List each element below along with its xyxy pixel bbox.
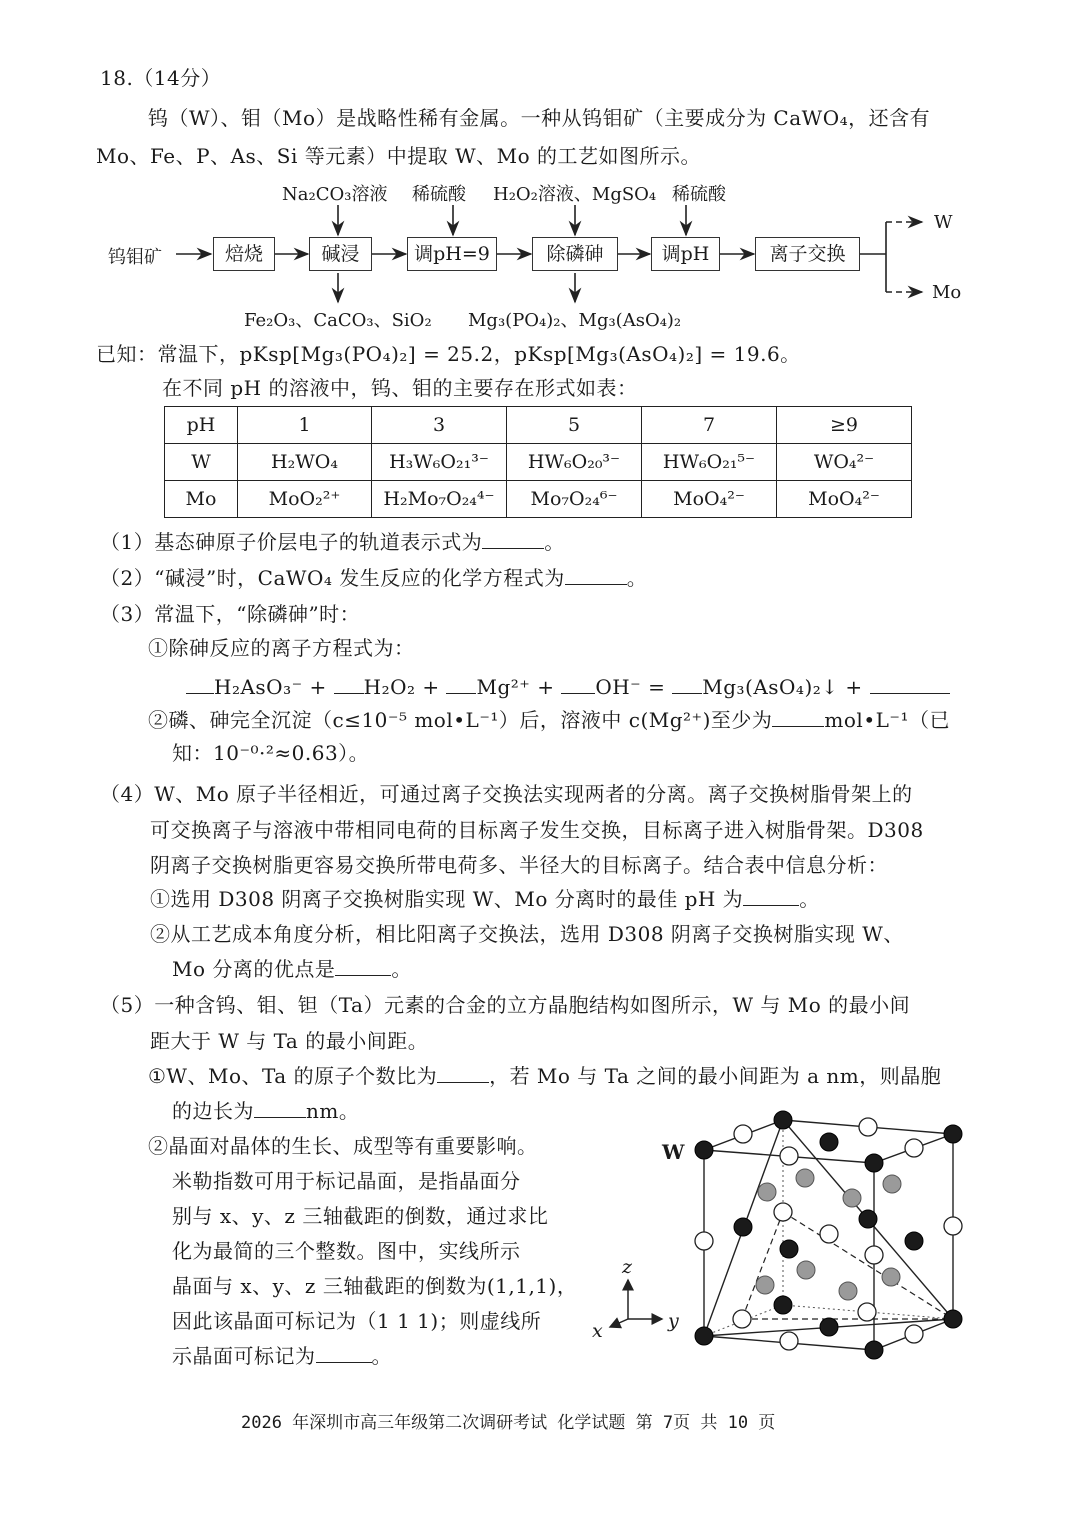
- answer-blank-edge-length[interactable]: [254, 1099, 306, 1118]
- part-4-sub-1-text: ①选用 D308 阴离子交换树脂实现 W、Mo 分离时的最佳 pH 为: [150, 887, 744, 911]
- answer-blank-advantage[interactable]: [335, 957, 391, 976]
- table-header-cell: 7: [642, 407, 777, 444]
- flow-step-adjust-ph: 调pH: [651, 237, 720, 271]
- table-cell: MoO₂²⁺: [238, 481, 372, 518]
- part-5-line-2: 距大于 W 与 Ta 的最小间距。: [150, 1029, 429, 1053]
- part-2-end: 。: [626, 566, 648, 590]
- part-2-text: “碱浸”时，CaWO₄ 发生反应的化学方程式为: [154, 566, 565, 590]
- flow-input-dilute-h2so4-2: 稀硫酸: [672, 184, 726, 205]
- part-5-sub-2-text: 示晶面可标记为: [172, 1344, 316, 1368]
- table-cell: Mo₇O₂₄⁶⁻: [507, 481, 642, 518]
- part-5-sub-2-line-5: 晶面与 x、y、z 三轴截距的倒数为(1,1,1)，: [172, 1274, 578, 1298]
- table-cell: H₂Mo₇O₂₄⁴⁻: [372, 481, 507, 518]
- part-4-line-3: 阴离子交换树脂更容易交换所带电荷多、半径大的目标离子。结合表中信息分析：: [150, 853, 888, 877]
- part-2-number: （2）: [100, 566, 155, 590]
- coef-blank-oh[interactable]: [561, 675, 595, 694]
- part-5-sub-1-text-b: ，若 Mo 与 Ta 之间的最小间距为 a nm，则晶胞: [489, 1064, 942, 1088]
- table-cell: HW₆O₂₀³⁻: [507, 444, 642, 481]
- part-3-number: （3）: [100, 602, 155, 626]
- eq-plus: +: [537, 675, 555, 699]
- eq-term-mg3aso4: Mg₃(AsO₄)₂↓: [702, 675, 839, 699]
- part-5-sub-1: [148, 1064, 941, 1088]
- part-4-number: （4）: [100, 782, 155, 806]
- eq-plus: +: [422, 675, 440, 699]
- flow-step-ion-exchange: 离子交换: [755, 237, 860, 271]
- flow-input-na2co3: Na₂CO₃溶液: [282, 184, 388, 205]
- figure-label-w: W: [662, 1140, 685, 1164]
- part-5-sub-2-end: 。: [371, 1344, 392, 1368]
- table-header-cell: 5: [507, 407, 642, 444]
- part-3-sub-2-cont: 知：10⁻⁰·²≈0.63）。: [172, 741, 370, 765]
- part-4-sub-2-text: Mo 分离的优点是: [172, 957, 336, 981]
- known-ksp: [96, 342, 801, 366]
- answer-blank-miller-index[interactable]: [316, 1344, 372, 1363]
- page-footer: 2026 年深圳市高三年级第二次调研考试 化学试题 第 7页 共 10 页: [241, 1413, 776, 1433]
- part-5-sub-1-cont: [172, 1099, 359, 1123]
- part-4-sub-2-line-1: ②从工艺成本角度分析，相比阳离子交换法，选用 D308 阴离子交换树脂实现 W、: [150, 922, 904, 946]
- axis-label-y: y: [668, 1310, 679, 1332]
- part-5-sub-1-text-c: 的边长为: [172, 1099, 254, 1123]
- table-row: [165, 481, 912, 518]
- part-1-text: 基态砷原子价层电子的轨道表示式为: [154, 530, 483, 554]
- part-3-text: 常温下，“除磷砷”时：: [154, 602, 361, 626]
- flow-start-ore: 钨钼矿: [108, 247, 162, 268]
- part-5-sub-2-line-1: ②晶面对晶体的生长、成型等有重要影响。: [148, 1134, 538, 1158]
- part-4-line-2: 可交换离子与溶液中带相同电荷的目标离子发生交换，目标离子进入树脂骨架。D308: [150, 818, 924, 842]
- table-row-label: Mo: [165, 481, 238, 518]
- table-header-cell: 3: [372, 407, 507, 444]
- flow-output-residue: Fe₂O₃、CaCO₃、SiO₂: [244, 310, 432, 331]
- flow-output-precipitate: Mg₃(PO₄)₂、Mg₃(AsO₄)₂: [468, 310, 682, 331]
- answer-blank-2[interactable]: [565, 566, 627, 585]
- eq-plus: +: [845, 675, 863, 699]
- part-5-sub-2-line-4: 化为最简的三个整数。图中，实线所示: [172, 1239, 521, 1263]
- flow-step-remove-p-as: 除磷砷: [532, 237, 618, 271]
- answer-blank-1[interactable]: [482, 530, 544, 549]
- part-5-sub-1-unit: nm。: [306, 1099, 360, 1123]
- part-3-sub-2-unit: mol•L⁻¹（已: [824, 708, 950, 732]
- part-5-number: （5）: [100, 993, 155, 1017]
- part-4-line-1: [100, 782, 913, 806]
- answer-blank-ratio[interactable]: [437, 1064, 489, 1083]
- species-table: [164, 406, 912, 518]
- intro-line-1: 钨（W）、钼（Mo）是战略性稀有金属。一种从钨钼矿（主要成分为 CaWO₄，还含有: [148, 106, 931, 130]
- part-4-sub-1: [150, 887, 820, 911]
- part-4-sub-1-end: 。: [799, 887, 820, 911]
- answer-blank-best-ph[interactable]: [743, 887, 799, 906]
- table-cell: H₃W₆O₂₁³⁻: [372, 444, 507, 481]
- flow-product-w: W: [934, 212, 953, 233]
- eq-equals: =: [648, 675, 666, 699]
- table-cell: MoO₄²⁻: [777, 481, 912, 518]
- part-5-sub-2-line-7: [172, 1344, 392, 1368]
- question-points: （14分）: [133, 66, 222, 90]
- flow-step-adjust-ph9: 调pH=9: [407, 237, 497, 271]
- question-number: 18.: [100, 66, 134, 90]
- part-3-sub-1: ①除砷反应的离子方程式为：: [148, 636, 415, 660]
- product-blank[interactable]: [870, 675, 950, 694]
- part-4-sub-2-line-2: [172, 957, 412, 981]
- table-header-row: [165, 407, 912, 444]
- flow-input-dilute-h2so4-1: 稀硫酸: [412, 184, 466, 205]
- eq-term-oh: OH⁻: [595, 675, 642, 699]
- flow-product-mo: Mo: [932, 282, 962, 303]
- answer-blank-mg-conc[interactable]: [772, 708, 824, 727]
- intro-line-2: Mo、Fe、P、As、Si 等元素）中提取 W、Mo 的工艺如图所示。: [96, 144, 702, 168]
- flow-arrows: [0, 0, 1080, 340]
- eq-term-h2aso3: H₂AsO₃⁻: [214, 675, 303, 699]
- table-cell: WO₄²⁻: [777, 444, 912, 481]
- axis-label-z: z: [622, 1256, 633, 1278]
- coef-blank-mg[interactable]: [446, 675, 476, 694]
- known-ksp-text: 常温下，pKsp[Mg₃(PO₄)₂] = 25.2，pKsp[Mg₃(AsO₄)₂] = 19.6。: [157, 342, 801, 366]
- part-5-line-1: [100, 993, 910, 1017]
- unit-cell-diagram: [580, 1100, 990, 1380]
- part-5-sub-2-line-2: 米勒指数可用于标记晶面，是指晶面分: [172, 1169, 521, 1193]
- known-label: 已知：: [96, 342, 158, 366]
- part-2: [100, 566, 647, 590]
- coef-blank-h2aso3[interactable]: [186, 675, 214, 694]
- table-cell: HW₆O₂₁⁵⁻: [642, 444, 777, 481]
- axis-label-x: x: [592, 1320, 603, 1342]
- part-3-sub-2-text: ②磷、砷完全沉淀（c≤10⁻⁵ mol•L⁻¹）后，溶液中 c(Mg²⁺)至少为: [148, 708, 773, 732]
- part-4-sub-2-end: 。: [391, 957, 412, 981]
- part-5-text: 一种含钨、钼、钽（Ta）元素的合金的立方晶胞结构如图所示，W 与 Mo 的最小间: [154, 993, 911, 1017]
- coef-blank-mg3aso4[interactable]: [672, 675, 702, 694]
- table-cell: MoO₄²⁻: [642, 481, 777, 518]
- crystal-structure-figure: [580, 1100, 990, 1380]
- ionic-equation: [186, 675, 950, 699]
- flow-step-alkali-leach: 碱浸: [309, 237, 372, 271]
- part-5-sub-2-line-6: 因此该晶面可标记为（1 1 1)；则虚线所: [172, 1309, 542, 1333]
- part-1: [100, 530, 565, 554]
- table-header-cell: 1: [238, 407, 372, 444]
- part-3-sub-2: [148, 708, 950, 732]
- coef-blank-h2o2[interactable]: [334, 675, 364, 694]
- part-4-text: W、Mo 原子半径相近，可通过离子交换法实现两者的分离。离子交换树脂骨架上的: [154, 782, 913, 806]
- flow-input-h2o2-mgso4: H₂O₂溶液、MgSO₄: [493, 184, 657, 205]
- table-cell: H₂WO₄: [238, 444, 372, 481]
- part-1-end: 。: [544, 530, 565, 554]
- table-header-cell: pH: [165, 407, 238, 444]
- eq-term-mg: Mg²⁺: [476, 675, 531, 699]
- table-intro: 在不同 pH 的溶液中，钨、钼的主要存在形式如表：: [162, 376, 638, 400]
- part-5-sub-2-line-3: 别与 x、y、z 三轴截距的倒数，通过求比: [172, 1204, 549, 1228]
- flow-step-roasting: 焙烧: [213, 237, 275, 271]
- part-3: [100, 602, 360, 626]
- part-1-number: （1）: [100, 530, 155, 554]
- table-header-cell: ≥9: [777, 407, 912, 444]
- table-row-label: W: [165, 444, 238, 481]
- part-5-sub-1-text: ①W、Mo、Ta 的原子个数比为: [148, 1064, 438, 1088]
- eq-plus: +: [309, 675, 327, 699]
- table-row: [165, 444, 912, 481]
- eq-term-h2o2: H₂O₂: [363, 675, 416, 699]
